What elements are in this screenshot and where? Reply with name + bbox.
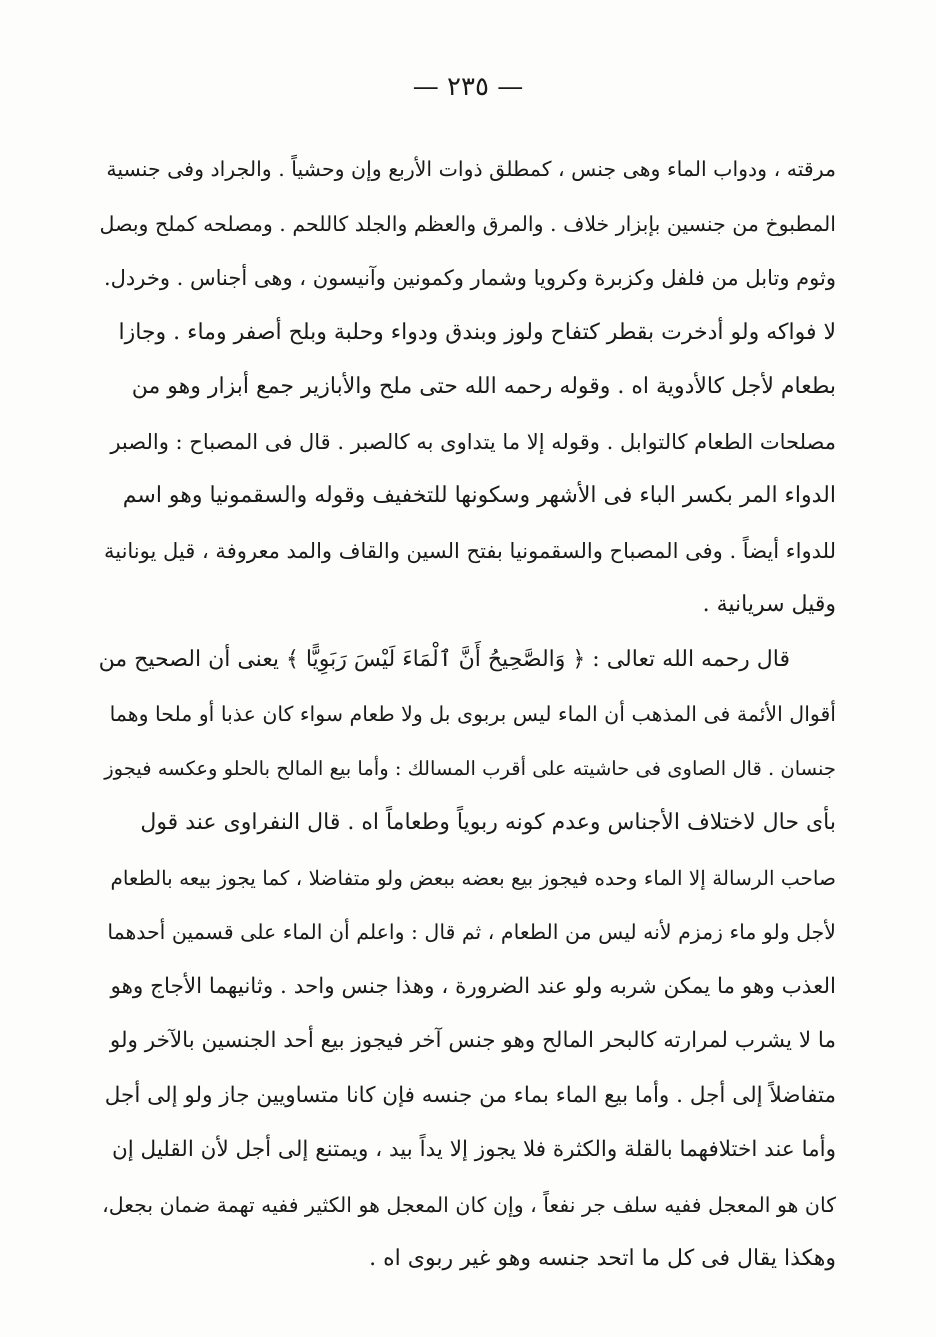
paragraph-2 [98,633,836,1287]
body-text [98,142,836,1287]
text-line: وأما عند اختلافهما بالقلة والكثرة فلا يجوز إلا يداً بيد ، ويمتنع إلى أجل لأن القليل إن [111,1137,836,1162]
text-line: بطعام لأجل كالأدوية اه . وقوله رحمه الله حتى ملح والأبازير جمع أبزار وهو من [131,374,836,399]
text-line: جنسان . قال الصاوى فى حاشيته على أقرب المسالك : وأما بيع المالح بالحلو وعكسه فيجوز [104,756,836,780]
text-line: مرقته ، ودواب الماء وهى جنس ، كمطلق ذوات الأربع وإن وحشياً . والجراد وفى جنسية [106,157,836,181]
text-line: كان هو المعجل ففيه سلف جر نفعاً ، وإن كان المعجل هو الكثير ففيه تهمة ضمان بجعل، [102,1192,836,1217]
text-line: وهكذا يقال فى كل ما اتحد جنسه وهو غير ربوى اه . [369,1246,836,1271]
text-line: ما لا يشرب لمرارته كالبحر المالح وهو جنس آخر فيجوز بيع أحد الجنسين بالآخر ولو [109,1028,836,1053]
text-line: متفاضلاً إلى أجل . وأما بيع الماء بماء من جنسه فإن كانا متساويين جاز ولو إلى أجل [104,1082,836,1108]
text-line: وقيل سريانية . [702,592,836,617]
text-line: صاحب الرسالة إلا الماء وحده فيجوز بيع بعضه ببعض ولو متفاضلا ، كما يجوز بيعه بالطعام [110,865,836,890]
text-line: قال رحمه الله تعالى : ﴿ وَالصَّحِيحُ أَنَّ ٱلْمَاءَ لَيْسَ رَبَوِيًّا ﴾ يعنى أن الصحيح من [98,646,790,672]
text-line: العذب وهو ما يمكن شربه ولو عند الضرورة ، وهذا جنس واحد . وثانيهما الأجاج وهو [110,973,836,999]
text-line: المطبوخ من جنسين بإبزار خلاف . والمرق والعظم والجلد كاللحم . ومصلحه كملح وبصل [99,211,836,236]
text-line: للدواء أيضاً . وفى المصباح والسقمونيا بفتح السين والقاف والمد معروفة ، قيل يونانية [103,538,836,563]
text-line: مصلحات الطعام كالتوابل . وقوله إلا ما يتداوى به كالصبر . قال فى المصباح : والصبر [110,429,836,454]
text-line: الدواء المر بكسر الباء فى الأشهر وسكونها للتخفيف وقوله والسقمونيا وهو اسم [122,483,836,508]
text-line: وثوم وتابل من فلفل وكزبرة وكرويا وشمار وكمونين وآنيسون ، وهى أجناس . وخردل. [104,266,836,290]
text-line: لأجل ولو ماء زمزم لأنه ليس من الطعام ، ثم قال : واعلم أن الماء على قسمين أحدهما [107,920,836,944]
text-line: أقوال الأئمة فى المذهب أن الماء ليس بربوى بل ولا طعام سواء كان عذبا أو ملحا وهما [109,702,836,726]
text-line: بأى حال لاختلاف الأجناس وعدم كونه ربوياً وطعاماً اه . قال النفراوى عند قول [140,810,836,835]
paragraph-1 [98,142,836,633]
page-number: — ٢٣٥ — [412,72,524,102]
text-line: لا فواكه ولو أدخرت بقطر كتفاح ولوز وبندق ودواء وحلبة وبلح أصفر وماء . وجازا [118,319,836,345]
